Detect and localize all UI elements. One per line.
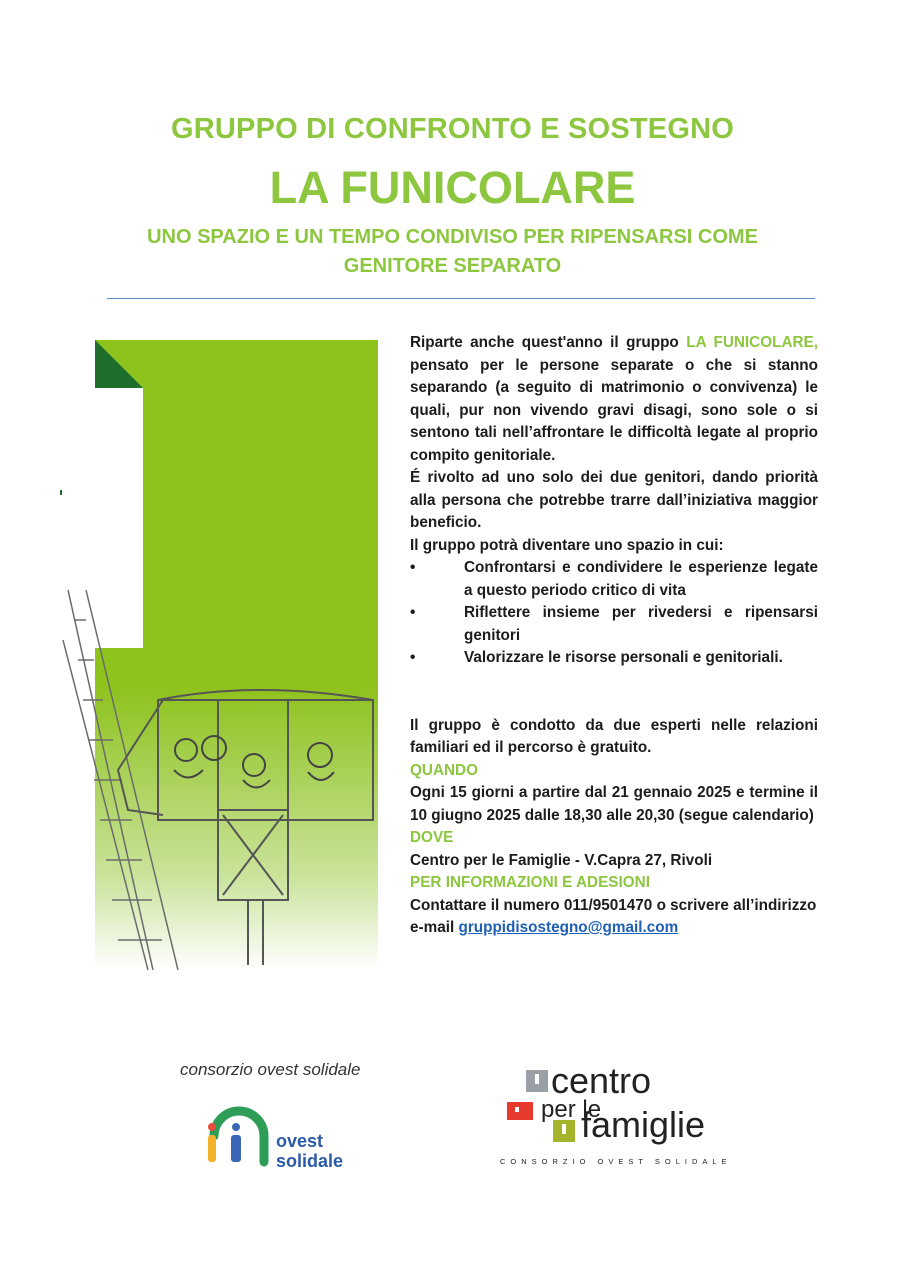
page-title: LA FUNICOLARE [269, 162, 636, 213]
info-label: PER INFORMAZIONI E ADESIONI [410, 874, 650, 891]
email-link[interactable]: gruppidisostegno@gmail.com [458, 919, 679, 936]
ovest-line-2: solidale [276, 1151, 344, 1171]
subtitle-line-2: GENITORE SEPARATO [343, 255, 562, 277]
space-paragraph: Il gruppo potrà diventare uno spazio in cui: [410, 536, 724, 554]
left-mark [60, 490, 62, 495]
ovest-line-1: ovest [276, 1131, 324, 1151]
header-line: GRUPPO DI CONFRONTO E SOSTEGNO [171, 113, 734, 145]
bullet-text: Valorizzare le risorse personali e genitoriali. [464, 649, 783, 666]
cpf-word-famiglie: famiglie [581, 1104, 706, 1145]
conduct-paragraph: Il gruppo è condotto da due esperti nelle relazioni familiari ed il percorso è gratuito. [410, 716, 818, 756]
bullet-dot: • [410, 649, 416, 666]
bullet-dot: • [410, 559, 416, 576]
subtitle-line-1: UNO SPAZIO E UN TEMPO CONDIVISO PER RIPENSARSI COME [147, 226, 758, 248]
when-text: Ogni 15 giorni a partire dal 21 gennaio 2025 e termine il 10 giugno 2025 dalle 18,30 alle 20,30 (segue calendario) [410, 784, 818, 824]
bullet-dot: • [410, 604, 416, 621]
bullet-item [410, 602, 818, 647]
subtitle [0, 223, 905, 281]
intro-paragraph [410, 332, 818, 467]
where-label: DOVE [410, 829, 454, 846]
cpf-subtitle: CONSORZIO OVEST SOLIDALE [500, 1157, 732, 1166]
bullet-item [410, 557, 818, 602]
main-text [410, 332, 818, 940]
priority-paragraph: É rivolto ad uno solo dei due genitori, dando priorità alla persona che potrebbe trarre dall’iniziativa maggior beneficio. [410, 469, 818, 531]
intro-lead: Riparte anche quest'anno il gruppo [410, 334, 687, 351]
bullet-text: Confrontarsi e condividere le esperienze legate a questo periodo critico di vita [464, 559, 818, 599]
where-text: Centro per le Famiglie - V.Capra 27, Rivoli [410, 851, 713, 869]
bullet-text: Riflettere insieme per rivedersi e ripensarsi genitori [464, 604, 818, 644]
header-divider [107, 298, 815, 299]
email-line [410, 917, 818, 940]
cpf-word-perle: per le [541, 1096, 602, 1123]
white-strip [95, 388, 143, 648]
consorzio-text: consorzio ovest solidale [180, 1060, 361, 1079]
funicular-illustration [58, 340, 378, 970]
group-name: LA FUNICOLARE, [686, 334, 818, 351]
ovest-solidale-name [276, 1131, 343, 1171]
info-text: Contattare il numero 011/9501470 o scrivere all’indirizzo [410, 896, 817, 914]
email-label: e-mail [410, 919, 459, 936]
bullet-item [410, 647, 818, 670]
spacer [410, 670, 818, 715]
cpf-word-centro: centro [551, 1060, 652, 1101]
when-label: QUANDO [410, 761, 478, 779]
intro-rest: pensato per le persone separate o che si stanno separando (a seguito di matrimonio o convivenza) le quali, pur non vivendo gravi disagi, sono sole o si sentono tali nell’affrontare le difficoltà legate al proprio compito genitoriale. [410, 356, 818, 464]
